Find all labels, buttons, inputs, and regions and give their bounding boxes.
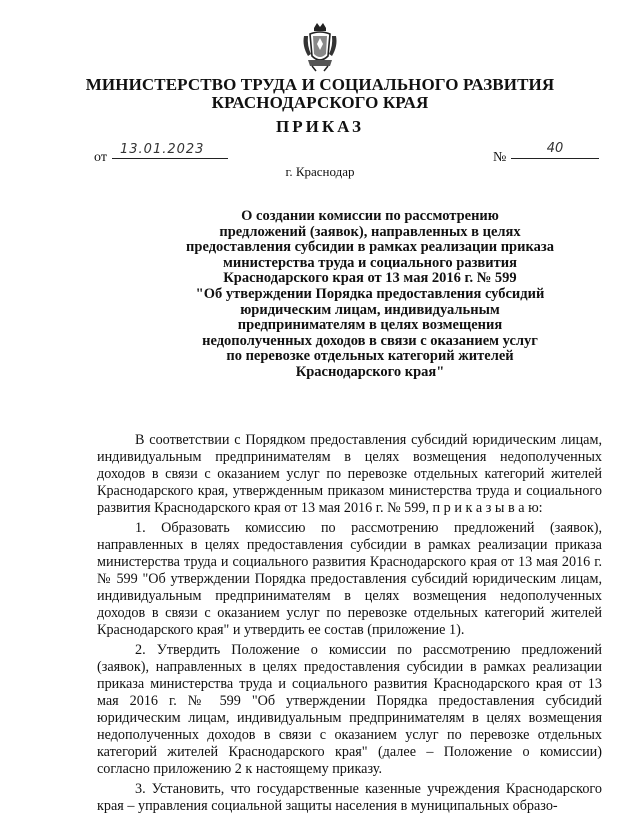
number-label: № [493,150,507,165]
order-subject [150,209,590,381]
ministry-name [0,76,640,112]
order-title: ПРИКАЗ [276,117,364,136]
subject-line: "Об утверждении Порядка предоставления субсидий [195,285,545,302]
subject-line: предоставления субсидии в рамках реализации приказа [186,239,554,256]
order-number: 40 [511,141,599,159]
subject-line: недополученных доходов в связи с оказанием услуг [202,332,538,349]
subject-line: Краснодарского края" [295,363,445,380]
ministry-line: МИНИСТЕРСТВО ТРУДА И СОЦИАЛЬНОГО РАЗВИТИЯ [85,75,555,94]
city: г. Краснодар [285,164,355,179]
subject-line: юридическим лицам, индивидуальным [240,301,500,318]
body-paragraph: В соответствии с Порядком предоставления субсидий юридическим лицам, индивидуальным предпринимателям в целях возмещения недополученных доходов в связи с оказанием услуг по перевозке отдельных категорий жителей Краснодарского края, утвержденным приказом министерства труда и социального развития Краснодарского края от 13 мая 2016 г. № 599, п р и к а з ы в а ю: [97,432,602,516]
date-label: от [94,150,107,165]
subject-line: предпринимателям в целях возмещения [237,317,503,334]
subject-line: предложений (заявок), направленных в целях [219,223,521,240]
subject-line: Краснодарского края от 13 мая 2016 г. № 599 [223,270,517,287]
ministry-line: КРАСНОДАРСКОГО КРАЯ [211,93,429,112]
order-date: 13.01.2023 [112,142,228,159]
subject-line: министерства труда и социального развития [223,254,517,271]
body-paragraph: 2. Утвердить Положение о комиссии по рассмотрению предложений (заявок), направленных в целях предоставления субсидии в рамках реализации приказа министерства труда и социального развития Краснодарского края от 13 мая 2016 г. № 599 "Об утверждении Порядка предоставления субсидий юридическим лицам, индивидуальным предпринимателям в целях возмещения недополученных доходов в связи с оказанием услуг по перевозке отдельных категорий жителей Краснодарского края" (далее – Положение о комиссии) согласно приложению 2 к настоящему приказу. [97,642,602,777]
order-body [97,432,602,818]
subject-line: О создании комиссии по рассмотрению [241,208,499,224]
body-paragraph: 1. Образовать комиссию по рассмотрению предложений (заявок), направленных в целях предоставления субсидии в рамках реализации приказа министерства труда и социального развития Краснодарского края от 13 мая 2016 г. № 599 "Об утверждении Порядка предоставления субсидий юридическим лицам, индивидуальным предпринимателям в целях возмещения недополученных доходов в связи с оказанием услуг по перевозке отдельных категорий жителей Краснодарского края" и утвердить ее состав (приложение 1). [97,520,602,638]
coat-of-arms-icon [300,22,340,72]
subject-line: по перевозке отдельных категорий жителей [226,348,514,365]
body-paragraph: 3. Установить, что государственные казенные учреждения Краснодарского края – управления социальной защиты населения в муниципальных образо- [97,781,602,814]
